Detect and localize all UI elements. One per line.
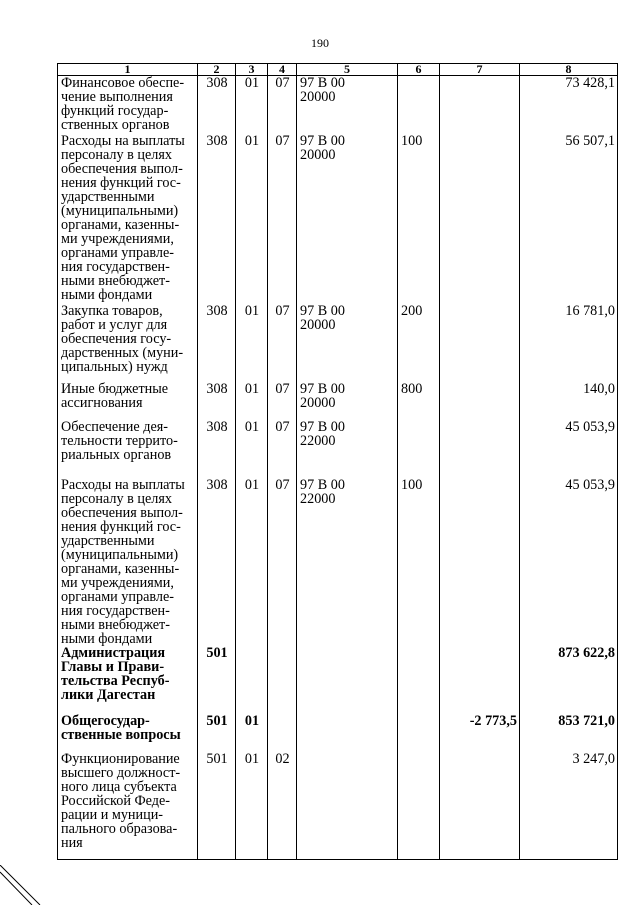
- row-section-code: 01: [236, 304, 268, 382]
- row-subsection-code: [268, 714, 297, 752]
- row-amendment-amount: [440, 382, 520, 420]
- row-amendment-amount: [440, 420, 520, 478]
- row-target-article: 97 В 00 22000: [297, 420, 398, 478]
- row-total-amount: 73 428,1: [520, 76, 618, 134]
- table-row: [58, 134, 618, 304]
- row-subsection-code: 07: [268, 76, 297, 134]
- row-target-article: 97 В 00 20000: [297, 382, 398, 420]
- row-section-code: 01: [236, 714, 268, 752]
- budget-table: [57, 63, 618, 860]
- row-section-code: 01: [236, 752, 268, 860]
- row-name: Общегосудар- ственные вопросы: [58, 714, 198, 752]
- row-total-amount: 16 781,0: [520, 304, 618, 382]
- row-target-article: [297, 646, 398, 714]
- row-expense-type: 200: [398, 304, 440, 382]
- row-subsection-code: 02: [268, 752, 297, 860]
- row-name: Обеспечение дея- тельности террито- риальных органов: [58, 420, 198, 478]
- row-section-code: [236, 646, 268, 714]
- row-name: Расходы на выплаты персоналу в целях обеспечения выпол- нения функций гос- ударственными (муниципальными) органами, казенны- ми учреждениями, органами управле- ния государствен- ными внебюджет- ными фондами: [58, 134, 198, 304]
- row-total-amount: 140,0: [520, 382, 618, 420]
- row-subsection-code: 07: [268, 382, 297, 420]
- column-number: 7: [440, 64, 520, 76]
- row-name: Администрация Главы и Прави- тельства Респуб- лики Дагестан: [58, 646, 198, 714]
- table-row: [58, 646, 618, 714]
- row-total-amount: 3 247,0: [520, 752, 618, 860]
- row-amendment-amount: -2 773,5: [440, 714, 520, 752]
- column-number: 1: [58, 64, 198, 76]
- table-row: [58, 76, 618, 134]
- table-row: [58, 420, 618, 478]
- row-total-amount: 45 053,9: [520, 420, 618, 478]
- column-number: 6: [398, 64, 440, 76]
- row-ministry-code: 501: [198, 752, 236, 860]
- row-name: Иные бюджетные ассигнования: [58, 382, 198, 420]
- row-section-code: 01: [236, 76, 268, 134]
- column-number: 2: [198, 64, 236, 76]
- row-subsection-code: 07: [268, 478, 297, 646]
- row-target-article: [297, 714, 398, 752]
- page-corner-fold: [0, 865, 50, 905]
- table-row: [58, 752, 618, 860]
- row-total-amount: 853 721,0: [520, 714, 618, 752]
- row-target-article: 97 В 00 20000: [297, 76, 398, 134]
- row-amendment-amount: [440, 76, 520, 134]
- table-row: [58, 714, 618, 752]
- row-subsection-code: 07: [268, 304, 297, 382]
- row-ministry-code: 501: [198, 714, 236, 752]
- row-expense-type: 800: [398, 382, 440, 420]
- row-expense-type: [398, 76, 440, 134]
- row-ministry-code: 308: [198, 134, 236, 304]
- row-name: Финансовое обеспе- чение выполнения функций государ- ственных органов: [58, 76, 198, 134]
- table-row: [58, 478, 618, 646]
- row-name: Закупка товаров, работ и услуг для обеспечения госу- дарственных (муни- ципальных) нужд: [58, 304, 198, 382]
- row-expense-type: [398, 420, 440, 478]
- row-subsection-code: [268, 646, 297, 714]
- row-amendment-amount: [440, 304, 520, 382]
- row-total-amount: 45 053,9: [520, 478, 618, 646]
- row-amendment-amount: [440, 478, 520, 646]
- row-expense-type: [398, 714, 440, 752]
- column-number: 4: [268, 64, 297, 76]
- row-section-code: 01: [236, 420, 268, 478]
- row-subsection-code: 07: [268, 134, 297, 304]
- row-expense-type: 100: [398, 478, 440, 646]
- column-number: 8: [520, 64, 618, 76]
- row-target-article: 97 В 00 22000: [297, 478, 398, 646]
- row-expense-type: 100: [398, 134, 440, 304]
- row-section-code: 01: [236, 478, 268, 646]
- row-ministry-code: 308: [198, 420, 236, 478]
- row-section-code: 01: [236, 382, 268, 420]
- row-total-amount: 873 622,8: [520, 646, 618, 714]
- table-row: [58, 382, 618, 420]
- column-number: 5: [297, 64, 398, 76]
- row-target-article: [297, 752, 398, 860]
- row-ministry-code: 308: [198, 478, 236, 646]
- row-ministry-code: 308: [198, 76, 236, 134]
- row-amendment-amount: [440, 646, 520, 714]
- row-expense-type: [398, 646, 440, 714]
- row-expense-type: [398, 752, 440, 860]
- row-total-amount: 56 507,1: [520, 134, 618, 304]
- row-section-code: 01: [236, 134, 268, 304]
- row-target-article: 97 В 00 20000: [297, 134, 398, 304]
- row-name: Расходы на выплаты персоналу в целях обеспечения выпол- нения функций гос- ударственными (муниципальными) органами, казенны- ми учреждениями, органами управле- ния государствен- ными внебюджет- ными фондами: [58, 478, 198, 646]
- row-subsection-code: 07: [268, 420, 297, 478]
- row-ministry-code: 308: [198, 304, 236, 382]
- row-target-article: 97 В 00 20000: [297, 304, 398, 382]
- table-row: [58, 304, 618, 382]
- row-name: Функционирование высшего должност- ного лица субъекта Российской Феде- рации и муници- пального образова- ния: [58, 752, 198, 860]
- row-amendment-amount: [440, 134, 520, 304]
- row-ministry-code: 308: [198, 382, 236, 420]
- page-number: 190: [311, 36, 329, 50]
- column-number: 3: [236, 64, 268, 76]
- row-ministry-code: 501: [198, 646, 236, 714]
- row-amendment-amount: [440, 752, 520, 860]
- column-number-row: [58, 64, 618, 76]
